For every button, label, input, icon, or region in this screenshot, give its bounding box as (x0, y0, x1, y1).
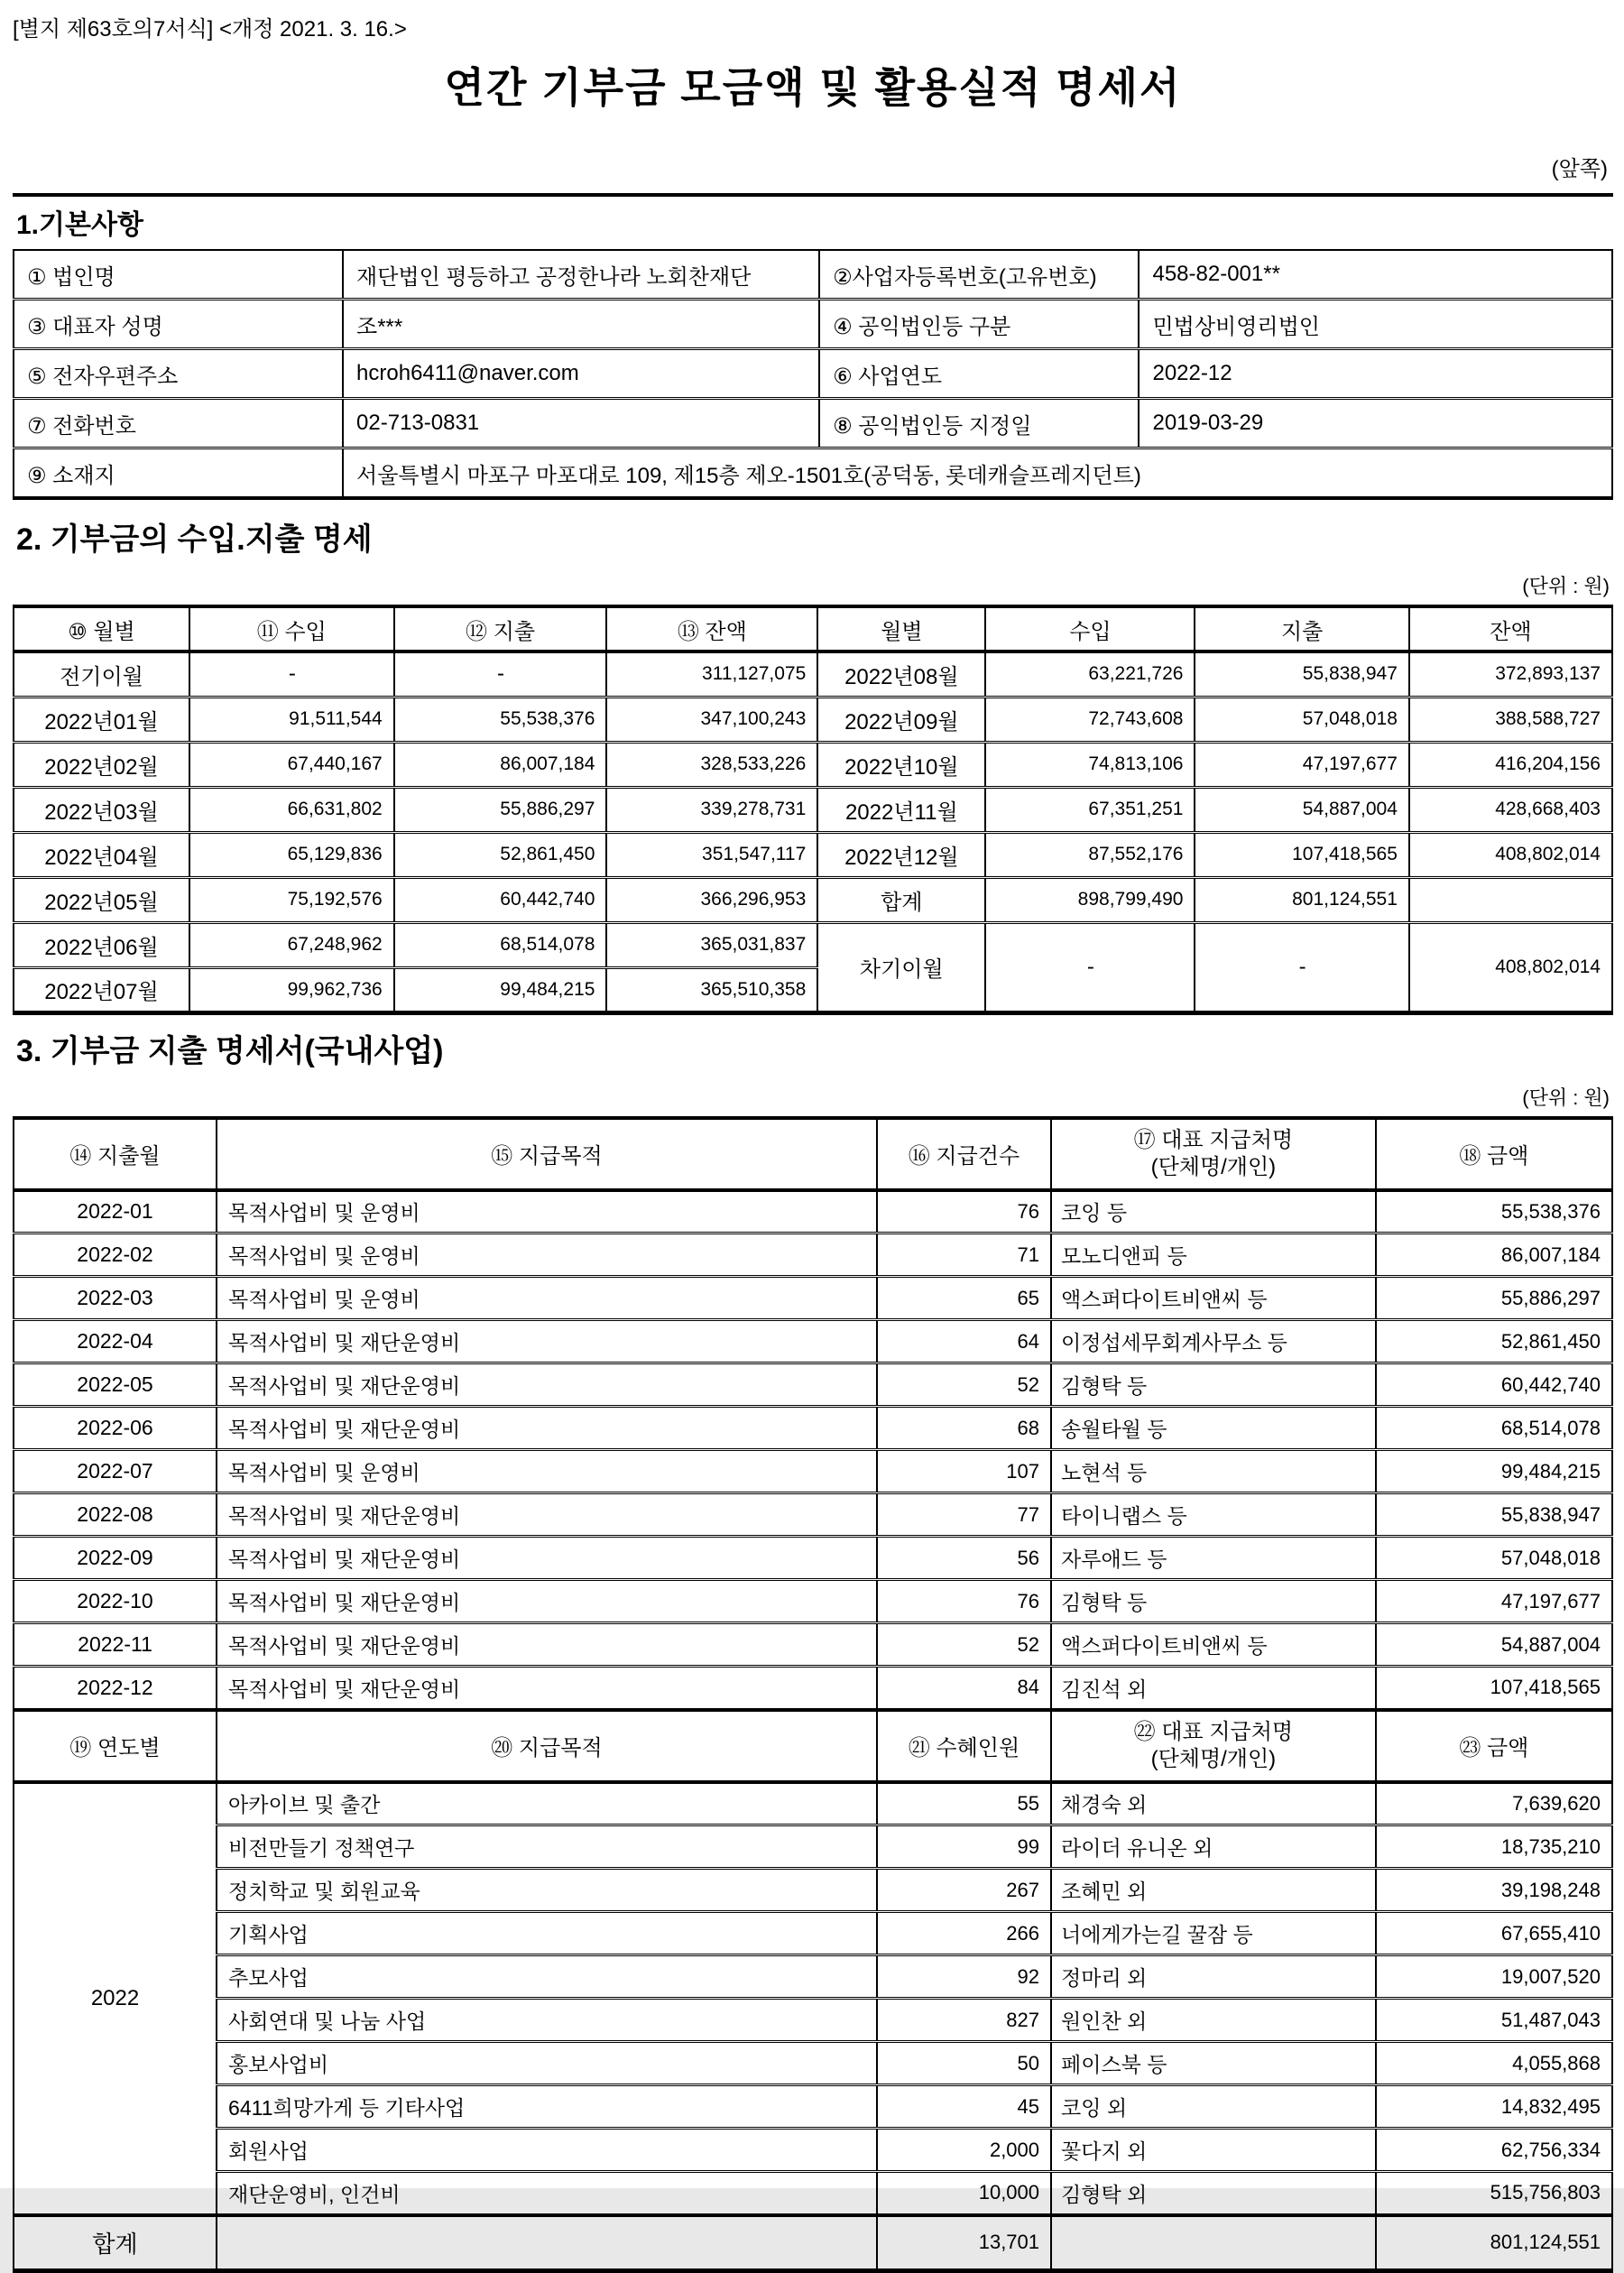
count: 76 (877, 1580, 1051, 1623)
amount: 99,484,215 (1376, 1450, 1612, 1493)
yearly-detail-row (14, 2172, 1612, 2215)
month-label: 2022년09월 (817, 697, 985, 742)
section1-heading: 1.기본사항 (16, 202, 1613, 242)
purpose: 목적사업비 및 재단운영비 (217, 1493, 877, 1537)
payee: 코잉 외 (1051, 2085, 1376, 2129)
count: 84 (877, 1667, 1051, 1710)
field-value: 재단법인 평등하고 공정한나라 노회찬재단 (343, 250, 819, 300)
field-label: ③ 대표자 성명 (14, 300, 343, 349)
io-header-row (14, 606, 1612, 651)
expense-month: 2022-04 (14, 1320, 217, 1363)
expense-value: 68,514,078 (394, 922, 607, 967)
payee: 이정섭세무회계사무소 등 (1051, 1320, 1376, 1363)
io-row (14, 877, 1612, 922)
income-header: ⑪ 수입 (189, 606, 394, 651)
amount: 39,198,248 (1376, 1869, 1612, 1912)
payee: 페이스북 등 (1051, 2042, 1376, 2085)
expense-month: 2022-07 (14, 1450, 217, 1493)
expense-month: 2022-09 (14, 1537, 217, 1580)
monthly-detail-row (14, 1234, 1612, 1277)
monthly-detail-row (14, 1493, 1612, 1537)
purpose: 6411희망가게 등 기타사업 (217, 2085, 877, 2129)
amount: 18,735,210 (1376, 1825, 1612, 1869)
purpose: 회원사업 (217, 2129, 877, 2172)
yearly-detail-row (14, 1825, 1612, 1869)
field-label: ⑦ 전화번호 (14, 399, 343, 448)
payee-header (1051, 1118, 1376, 1190)
beneficiaries: 2,000 (877, 2129, 1051, 2172)
beneficiaries: 10,000 (877, 2172, 1051, 2215)
monthly-detail-row (14, 1537, 1612, 1580)
basic-info-table (13, 249, 1613, 500)
balance-header: 잔액 (1409, 606, 1612, 651)
purpose: 목적사업비 및 운영비 (217, 1190, 877, 1234)
income-header: 수입 (985, 606, 1195, 651)
purpose: 사회연대 및 나눔 사업 (217, 1999, 877, 2042)
expense-value: 107,418,565 (1195, 832, 1408, 877)
field-value: 458-82-001** (1139, 250, 1612, 300)
basic-info-row (14, 300, 1612, 349)
yearly-detail-row (14, 1869, 1612, 1912)
amount: 67,655,410 (1376, 1912, 1612, 1955)
expense-month: 2022-01 (14, 1190, 217, 1234)
expense-value: 54,887,004 (1195, 787, 1408, 832)
monthly-detail-row (14, 1363, 1612, 1407)
month-label: 2022년04월 (14, 832, 189, 877)
income-value: 74,813,106 (985, 742, 1195, 787)
yearly-detail-header-row (14, 1710, 1612, 1782)
basic-info-row (14, 349, 1612, 399)
income-value: - (189, 651, 394, 697)
amount: 52,861,450 (1376, 1320, 1612, 1363)
amount: 4,055,868 (1376, 2042, 1612, 2085)
payee-header-line1: ㉒ 대표 지급처명 (1053, 1719, 1374, 1746)
expense-month: 2022-05 (14, 1363, 217, 1407)
purpose: 목적사업비 및 재단운영비 (217, 1407, 877, 1450)
payee: 채경숙 외 (1051, 1782, 1376, 1825)
payee: 조혜민 외 (1051, 1869, 1376, 1912)
beneficiaries: 266 (877, 1912, 1051, 1955)
balance-header: ⑬ 잔액 (606, 606, 817, 651)
count-header: ⑯ 지급건수 (877, 1118, 1051, 1190)
payee: 꽃다지 외 (1051, 2129, 1376, 2172)
purpose: 목적사업비 및 재단운영비 (217, 1537, 877, 1580)
expense-value: 55,538,376 (394, 697, 607, 742)
section3-unit-label: (단위 : 원) (13, 1083, 1610, 1111)
amount-header: ⑱ 금액 (1376, 1118, 1612, 1190)
yearly-detail-row (14, 2085, 1612, 2129)
expense-month: 2022-02 (14, 1234, 217, 1277)
beneficiaries: 827 (877, 1999, 1051, 2042)
expense-month: 2022-08 (14, 1493, 217, 1537)
month-label: 2022년12월 (817, 832, 985, 877)
amount-header: ㉓ 금액 (1376, 1710, 1612, 1782)
beneficiary-header: ㉑ 수혜인원 (877, 1710, 1051, 1782)
income-value: 75,192,576 (189, 877, 394, 922)
balance-value: 372,893,137 (1409, 651, 1612, 697)
expense-value: 55,838,947 (1195, 651, 1408, 697)
field-value: 서울특별시 마포구 마포대로 109, 제15층 제오-1501호(공덕동, 롯데캐슬프레지던트) (343, 448, 1612, 499)
section2-unit-label: (단위 : 원) (13, 571, 1610, 599)
income-value: 67,351,251 (985, 787, 1195, 832)
month-label: 합계 (817, 877, 985, 922)
payee: 정마리 외 (1051, 1955, 1376, 1999)
io-row (14, 787, 1612, 832)
income-value: 898,799,490 (985, 877, 1195, 922)
month-label: 2022년05월 (14, 877, 189, 922)
payee: 노현석 등 (1051, 1450, 1376, 1493)
amount: 47,197,677 (1376, 1580, 1612, 1623)
amount: 515,756,803 (1376, 2172, 1612, 2215)
yearly-detail-row (14, 2129, 1612, 2172)
basic-info-row (14, 250, 1612, 300)
total-purpose-empty (217, 2215, 877, 2271)
amount: 60,442,740 (1376, 1363, 1612, 1407)
payee: 액스퍼다이트비앤씨 등 (1051, 1277, 1376, 1320)
income-value: - (985, 922, 1195, 1012)
balance-value: 388,588,727 (1409, 697, 1612, 742)
yearly-detail-row (14, 1955, 1612, 1999)
purpose: 기획사업 (217, 1912, 877, 1955)
payee-header-line2: (단체명/개인) (1053, 1154, 1374, 1181)
purpose: 목적사업비 및 재단운영비 (217, 1580, 877, 1623)
month-label: 2022년01월 (14, 697, 189, 742)
payee-header-line1: ⑰ 대표 지급처명 (1053, 1127, 1374, 1154)
payee: 김형탁 외 (1051, 2172, 1376, 2215)
amount: 14,832,495 (1376, 2085, 1612, 2129)
monthly-detail-row (14, 1580, 1612, 1623)
expense-value: 52,861,450 (394, 832, 607, 877)
payee: 너에게가는길 꿀잠 등 (1051, 1912, 1376, 1955)
field-value: 민법상비영리법인 (1139, 300, 1612, 349)
amount: 7,639,620 (1376, 1782, 1612, 1825)
income-value: 66,631,802 (189, 787, 394, 832)
amount: 107,418,565 (1376, 1667, 1612, 1710)
payee: 코잉 등 (1051, 1190, 1376, 1234)
expense-month: 2022-10 (14, 1580, 217, 1623)
io-row (14, 832, 1612, 877)
total-amount: 801,124,551 (1376, 2215, 1612, 2271)
month-header: 월별 (817, 606, 985, 651)
total-label: 합계 (14, 2215, 217, 2271)
expense-detail-table (13, 1116, 1613, 2273)
balance-value: 366,296,953 (606, 877, 817, 922)
field-label: ⑨ 소재지 (14, 448, 343, 499)
count: 52 (877, 1363, 1051, 1407)
month-label: 전기이월 (14, 651, 189, 697)
monthly-detail-row (14, 1320, 1612, 1363)
count: 52 (877, 1623, 1051, 1667)
expense-value: - (1195, 922, 1408, 1012)
section3-heading: 3. 기부금 지출 명세서(국내사업) (16, 1026, 1613, 1070)
month-header: ⑩ 월별 (14, 606, 189, 651)
expense-value: 60,442,740 (394, 877, 607, 922)
yearly-detail-row (14, 1782, 1612, 1825)
year-header: ⑲ 연도별 (14, 1710, 217, 1782)
beneficiaries: 99 (877, 1825, 1051, 1869)
purpose: 정치학교 및 회원교육 (217, 1869, 877, 1912)
income-value: 72,743,608 (985, 697, 1195, 742)
payee: 김형탁 등 (1051, 1580, 1376, 1623)
payee: 원인찬 외 (1051, 1999, 1376, 2042)
amount: 54,887,004 (1376, 1623, 1612, 1667)
month-label: 2022년03월 (14, 787, 189, 832)
field-value: 2019-03-29 (1139, 399, 1612, 448)
field-label: ②사업자등록번호(고유번호) (819, 250, 1139, 300)
income-value: 99,962,736 (189, 967, 394, 1012)
monthly-io-table (13, 605, 1613, 1015)
purpose: 목적사업비 및 운영비 (217, 1234, 877, 1277)
balance-value: 428,668,403 (1409, 787, 1612, 832)
month-label: 2022년06월 (14, 922, 189, 967)
beneficiaries: 92 (877, 1955, 1051, 1999)
amount: 55,886,297 (1376, 1277, 1612, 1320)
grand-total-row (14, 2215, 1612, 2271)
field-label: ⑧ 공익법인등 지정일 (819, 399, 1139, 448)
payee: 타이니랩스 등 (1051, 1493, 1376, 1537)
form-note: [별지 제63호의7서식] <개정 2021. 3. 16.> (13, 5, 1613, 42)
beneficiaries: 267 (877, 1869, 1051, 1912)
payee: 액스퍼다이트비앤씨 등 (1051, 1623, 1376, 1667)
purpose: 목적사업비 및 운영비 (217, 1450, 877, 1493)
balance-value: 328,533,226 (606, 742, 817, 787)
count: 64 (877, 1320, 1051, 1363)
field-label: ④ 공익법인등 구분 (819, 300, 1139, 349)
monthly-detail-row (14, 1623, 1612, 1667)
beneficiaries: 45 (877, 2085, 1051, 2129)
payee: 모노디앤피 등 (1051, 1234, 1376, 1277)
monthly-detail-row (14, 1277, 1612, 1320)
field-value: 조*** (343, 300, 819, 349)
io-row (14, 922, 1612, 967)
expense-month: 2022-03 (14, 1277, 217, 1320)
payee: 김진석 외 (1051, 1667, 1376, 1710)
balance-value (1409, 877, 1612, 922)
payee: 김형탁 등 (1051, 1363, 1376, 1407)
income-value: 67,440,167 (189, 742, 394, 787)
balance-value: 339,278,731 (606, 787, 817, 832)
expense-header: 지출 (1195, 606, 1408, 651)
beneficiaries: 50 (877, 2042, 1051, 2085)
payee: 라이더 유니온 외 (1051, 1825, 1376, 1869)
io-row (14, 697, 1612, 742)
income-value: 87,552,176 (985, 832, 1195, 877)
balance-value: 351,547,117 (606, 832, 817, 877)
month-label: 차기이월 (817, 922, 985, 1012)
amount: 68,514,078 (1376, 1407, 1612, 1450)
field-label: ① 법인명 (14, 250, 343, 300)
month-label: 2022년07월 (14, 967, 189, 1012)
total-count: 13,701 (877, 2215, 1051, 2271)
field-value: 02-713-0831 (343, 399, 819, 448)
yearly-detail-row (14, 1912, 1612, 1955)
yearly-detail-row (14, 2042, 1612, 2085)
purpose: 비전만들기 정책연구 (217, 1825, 877, 1869)
income-value: 63,221,726 (985, 651, 1195, 697)
count: 77 (877, 1493, 1051, 1537)
count: 107 (877, 1450, 1051, 1493)
balance-value: 311,127,075 (606, 651, 817, 697)
beneficiaries: 55 (877, 1782, 1051, 1825)
yearly-detail-row (14, 1999, 1612, 2042)
monthly-detail-header-row (14, 1118, 1612, 1190)
month-label: 2022년10월 (817, 742, 985, 787)
field-value: hcroh6411@naver.com (343, 349, 819, 399)
front-side-label: (앞쪽) (13, 151, 1613, 182)
expense-month: 2022-06 (14, 1407, 217, 1450)
month-label: 2022년11월 (817, 787, 985, 832)
amount: 19,007,520 (1376, 1955, 1612, 1999)
purpose-header: ⑮ 지급목적 (217, 1118, 877, 1190)
purpose: 목적사업비 및 재단운영비 (217, 1363, 877, 1407)
payee: 송월타월 등 (1051, 1407, 1376, 1450)
year-label: 2022 (14, 1782, 217, 2215)
expense-header: ⑫ 지출 (394, 606, 607, 651)
expense-value: 86,007,184 (394, 742, 607, 787)
expense-month: 2022-11 (14, 1623, 217, 1667)
expense-value: 47,197,677 (1195, 742, 1408, 787)
amount: 86,007,184 (1376, 1234, 1612, 1277)
balance-value: 365,510,358 (606, 967, 817, 1012)
amount: 57,048,018 (1376, 1537, 1612, 1580)
purpose: 목적사업비 및 재단운영비 (217, 1320, 877, 1363)
purpose: 목적사업비 및 재단운영비 (217, 1667, 877, 1710)
amount: 62,756,334 (1376, 2129, 1612, 2172)
title-divider (13, 193, 1613, 197)
amount: 51,487,043 (1376, 1999, 1612, 2042)
expense-month: 2022-12 (14, 1667, 217, 1710)
field-label: ⑤ 전자우편주소 (14, 349, 343, 399)
balance-value: 347,100,243 (606, 697, 817, 742)
basic-info-row (14, 399, 1612, 448)
monthly-detail-row (14, 1667, 1612, 1710)
purpose: 재단운영비, 인건비 (217, 2172, 877, 2215)
payee: 자루애드 등 (1051, 1537, 1376, 1580)
section2-heading: 2. 기부금의 수입.지출 명세 (16, 514, 1613, 559)
purpose: 목적사업비 및 운영비 (217, 1277, 877, 1320)
expense-value: 801,124,551 (1195, 877, 1408, 922)
income-value: 91,511,544 (189, 697, 394, 742)
purpose: 목적사업비 및 재단운영비 (217, 1623, 877, 1667)
income-value: 65,129,836 (189, 832, 394, 877)
expense-value: 99,484,215 (394, 967, 607, 1012)
balance-value: 408,802,014 (1409, 922, 1612, 1012)
io-row (14, 651, 1612, 697)
monthly-detail-row (14, 1190, 1612, 1234)
count: 68 (877, 1407, 1051, 1450)
io-row (14, 742, 1612, 787)
purpose: 홍보사업비 (217, 2042, 877, 2085)
purpose: 추모사업 (217, 1955, 877, 1999)
count: 56 (877, 1537, 1051, 1580)
monthly-detail-row (14, 1450, 1612, 1493)
field-label: ⑥ 사업연도 (819, 349, 1139, 399)
expense-value: - (394, 651, 607, 697)
payee-header (1051, 1710, 1376, 1782)
payee-header-line2: (단체명/개인) (1053, 1746, 1374, 1773)
expense-value: 55,886,297 (394, 787, 607, 832)
count: 65 (877, 1277, 1051, 1320)
month-label: 2022년08월 (817, 651, 985, 697)
field-value: 2022-12 (1139, 349, 1612, 399)
amount: 55,538,376 (1376, 1190, 1612, 1234)
expense-month-header: ⑭ 지출월 (14, 1118, 217, 1190)
amount: 55,838,947 (1376, 1493, 1612, 1537)
total-payee-empty (1051, 2215, 1376, 2271)
page-title: 연간 기부금 모금액 및 활용실적 명세서 (13, 55, 1613, 115)
expense-value: 57,048,018 (1195, 697, 1408, 742)
purpose-header: ⑳ 지급목적 (217, 1710, 877, 1782)
balance-value: 416,204,156 (1409, 742, 1612, 787)
basic-info-row (14, 448, 1612, 499)
count: 76 (877, 1190, 1051, 1234)
purpose: 아카이브 및 출간 (217, 1782, 877, 1825)
income-value: 67,248,962 (189, 922, 394, 967)
balance-value: 408,802,014 (1409, 832, 1612, 877)
month-label: 2022년02월 (14, 742, 189, 787)
balance-value: 365,031,837 (606, 922, 817, 967)
monthly-detail-row (14, 1407, 1612, 1450)
count: 71 (877, 1234, 1051, 1277)
